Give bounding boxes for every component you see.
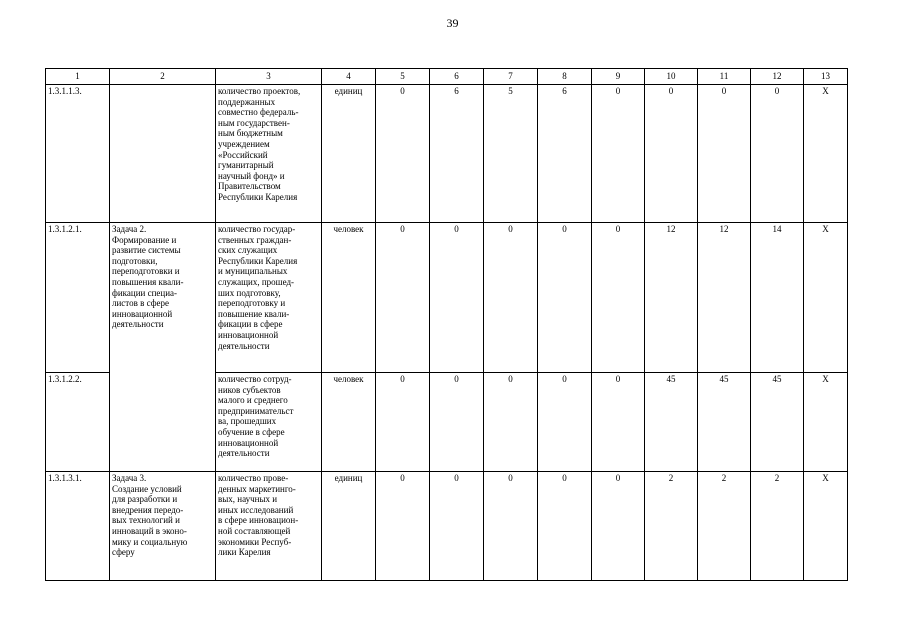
indicator-text: количество сотруд- ников субъектов малого и среднего предпринимательст ва, прошедших обучение в сфере инновационной деятельности [218, 374, 294, 459]
value-cell: 0 [698, 85, 751, 223]
value-cell: 0 [538, 472, 592, 581]
value-cell: 0 [484, 223, 538, 373]
value-cell: 0 [592, 223, 645, 373]
indicator-cell [216, 223, 322, 373]
value-cell: 2 [698, 472, 751, 581]
value-cell: 2 [645, 472, 698, 581]
row-code: 1.3.1.3.1. [46, 472, 110, 581]
value-cell: 0 [645, 85, 698, 223]
column-header: 8 [538, 69, 592, 85]
value-cell: 0 [376, 223, 430, 373]
column-header: 2 [110, 69, 216, 85]
unit-cell: единиц [322, 472, 376, 581]
column-header: 10 [645, 69, 698, 85]
indicator-text: количество проектов, поддержанных совместно федераль- ным государствен- ным бюджетным учреждением «Российский гуманитарный научный фонд» и Правительством Республики Карелия [218, 86, 301, 202]
value-cell: 0 [376, 373, 430, 472]
value-cell: 2 [751, 472, 804, 581]
indicator-cell [216, 472, 322, 581]
value-cell: Х [804, 85, 848, 223]
value-cell: Х [804, 223, 848, 373]
unit-cell: человек [322, 373, 376, 472]
value-cell: 12 [698, 223, 751, 373]
value-cell: 0 [592, 85, 645, 223]
value-cell: 14 [751, 223, 804, 373]
value-cell: 0 [430, 472, 484, 581]
unit-cell: человек [322, 223, 376, 373]
value-cell: 45 [645, 373, 698, 472]
value-cell: 45 [751, 373, 804, 472]
column-header: 12 [751, 69, 804, 85]
task-text: Задача 2. Формирование и развитие системы подготовки, переподготовки и повышения квали- фикации специа- листов в сфере инновационной деятельности [112, 224, 184, 330]
value-cell: Х [804, 373, 848, 472]
indicator-text: количество прове- денных маркетинго- вых, научных и иных исследований в сфере инновацион- ной составляющей экономики Респуб- лики Карелия [218, 473, 299, 558]
row-code: 1.3.1.1.3. [46, 85, 110, 223]
value-cell: 0 [376, 85, 430, 223]
value-cell: 0 [484, 472, 538, 581]
value-cell: 45 [698, 373, 751, 472]
unit-cell: единиц [322, 85, 376, 223]
value-cell: 5 [484, 85, 538, 223]
task-cell [110, 472, 216, 581]
value-cell: 0 [592, 472, 645, 581]
column-header: 1 [46, 69, 110, 85]
indicator-cell [216, 85, 322, 223]
value-cell: 0 [484, 373, 538, 472]
value-cell: 0 [430, 223, 484, 373]
column-header: 6 [430, 69, 484, 85]
table-header-row [46, 69, 848, 85]
table-row [46, 472, 848, 581]
value-cell: 6 [430, 85, 484, 223]
indicator-text: количество государ- ственных граждан- ских служащих Республики Карелия и муниципальных служащих, прошед- ших подготовку, переподготовку и повышение квали- фикации в сфере инновационной деятельности [218, 224, 298, 351]
column-header: 13 [804, 69, 848, 85]
page-number: 39 [446, 16, 459, 30]
indicators-table [45, 68, 848, 581]
column-header: 7 [484, 69, 538, 85]
column-header: 5 [376, 69, 430, 85]
value-cell: 0 [592, 373, 645, 472]
row-code: 1.3.1.2.1. [46, 223, 110, 373]
task-text: Задача 3. Создание условий для разработки и внедрения передо- вых технологий и инноваций в эконо- мику и социальную сферу [112, 473, 188, 558]
value-cell: 0 [538, 223, 592, 373]
column-header: 4 [322, 69, 376, 85]
indicator-cell [216, 373, 322, 472]
column-header: 11 [698, 69, 751, 85]
value-cell: 0 [538, 373, 592, 472]
table-row [46, 85, 848, 223]
value-cell: 0 [430, 373, 484, 472]
task-cell [110, 223, 216, 472]
table-row [46, 223, 848, 373]
task-cell [110, 85, 216, 223]
value-cell: Х [804, 472, 848, 581]
value-cell: 12 [645, 223, 698, 373]
column-header: 3 [216, 69, 322, 85]
value-cell: 6 [538, 85, 592, 223]
value-cell: 0 [751, 85, 804, 223]
value-cell: 0 [376, 472, 430, 581]
column-header: 9 [592, 69, 645, 85]
row-code: 1.3.1.2.2. [46, 373, 110, 472]
